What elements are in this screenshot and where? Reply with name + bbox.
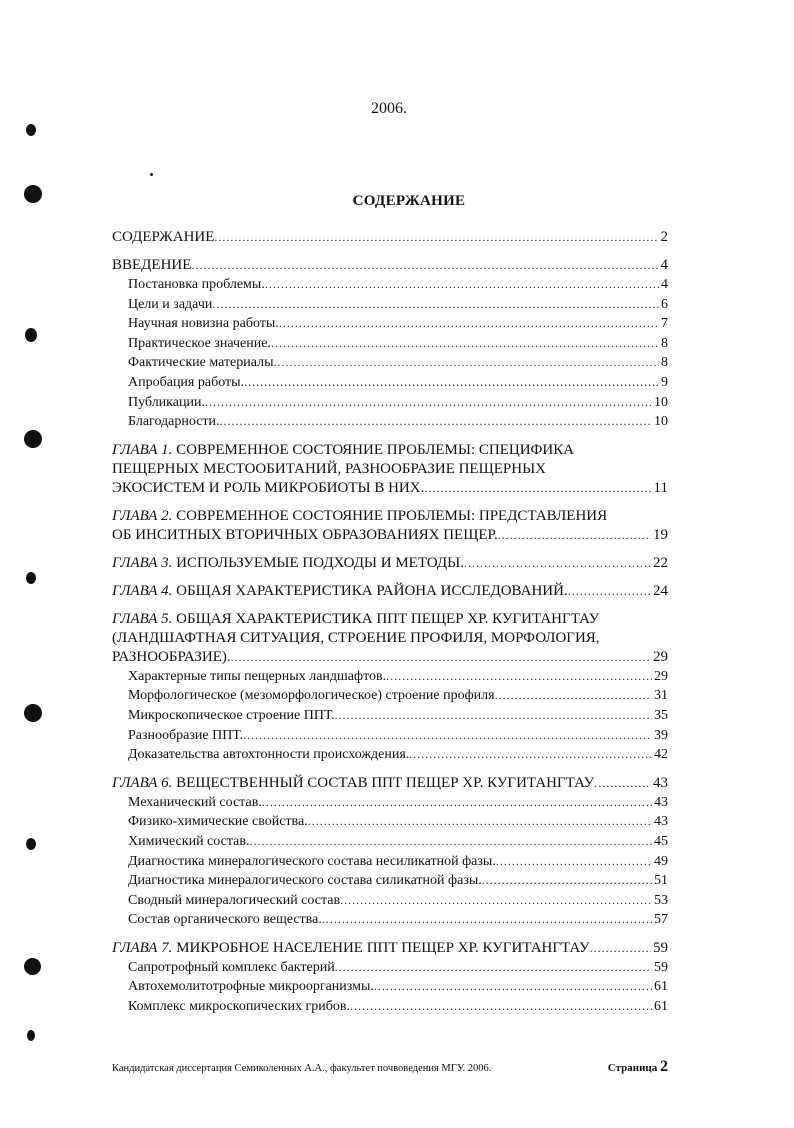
toc-entry-page: 57 bbox=[654, 912, 668, 928]
toc-subentry[interactable] bbox=[112, 353, 668, 373]
leader-dots bbox=[262, 793, 652, 812]
toc-entry-page: 2 bbox=[660, 229, 668, 245]
page-number-block bbox=[608, 1058, 668, 1076]
toc-entry-page: 8 bbox=[661, 355, 668, 371]
leader-dots bbox=[244, 373, 659, 392]
toc-subentry[interactable] bbox=[112, 852, 668, 872]
chapter-label: ГЛАВА 6. bbox=[112, 774, 173, 791]
toc-entry-page: 29 bbox=[654, 668, 668, 684]
chapter-title-line: ЭКОСИСТЕМ И РОЛЬ МИКРОБИОТЫ В НИХ. bbox=[112, 479, 425, 496]
leader-dots bbox=[590, 939, 651, 958]
binder-hole-mark bbox=[25, 328, 37, 342]
toc-entry-title: Разнообразие ППТ. bbox=[128, 727, 243, 743]
leader-dots bbox=[498, 526, 651, 545]
toc-chapter-1[interactable] bbox=[112, 441, 668, 498]
toc-entry-page: 43 bbox=[653, 774, 668, 791]
toc-entry-title: Автохемолитотрофные микроорганизмы. bbox=[128, 979, 374, 995]
chapter-title-line: (ЛАНДШАФТНАЯ СИТУАЦИЯ, СТРОЕНИЕ ПРОФИЛЯ, МОРФОЛОГИЯ, bbox=[112, 629, 600, 646]
leader-dots bbox=[386, 667, 652, 686]
chapter-label: ГЛАВА 7. bbox=[112, 939, 173, 956]
chapter-label: ГЛАВА 5. bbox=[112, 610, 173, 627]
toc-entry-page: 43 bbox=[654, 814, 668, 830]
chapter-title-line: МИКРОБНОЕ НАСЕЛЕНИЕ ППТ ПЕЩЕР ХР. КУГИТАНГТАУ bbox=[176, 939, 590, 956]
leader-dots bbox=[274, 353, 660, 372]
chapter-title-line: ПЕЩЕРНЫХ МЕСТООБИТАНИЙ, РАЗНООБРАЗИЕ ПЕЩЕРНЫХ bbox=[112, 460, 546, 477]
toc-subentry[interactable] bbox=[112, 667, 668, 687]
toc-entry-page: 19 bbox=[653, 526, 668, 543]
toc-entry-page: 59 bbox=[654, 959, 668, 975]
chapter-title-line: РАЗНООБРАЗИЕ). bbox=[112, 648, 231, 665]
leader-dots bbox=[212, 295, 659, 314]
toc-entry-title: Диагностика минералогического состава несиликатной фазы. bbox=[128, 853, 496, 869]
table-of-contents bbox=[112, 228, 668, 1017]
toc-subentry[interactable] bbox=[112, 958, 668, 978]
toc-subentry[interactable] bbox=[112, 812, 668, 832]
toc-entry-title: Научная новизна работы. bbox=[128, 316, 279, 332]
toc-subentry[interactable] bbox=[112, 977, 668, 997]
toc-entry-page: 22 bbox=[653, 554, 668, 571]
binder-hole-mark bbox=[24, 958, 41, 975]
toc-entry-page: 11 bbox=[653, 479, 668, 496]
binder-hole-mark bbox=[26, 838, 36, 850]
toc-chapter-2[interactable] bbox=[112, 507, 668, 545]
page-number: 2 bbox=[660, 1058, 668, 1075]
leader-dots bbox=[594, 774, 651, 793]
toc-subentry[interactable] bbox=[112, 295, 668, 315]
toc-entry-title: Постановка проблемы. bbox=[128, 277, 265, 292]
leader-dots bbox=[322, 910, 652, 929]
toc-entry-title: Физико-химические свойства. bbox=[128, 814, 308, 830]
leader-dots bbox=[424, 479, 651, 498]
toc-chapter-4[interactable] bbox=[112, 582, 668, 601]
toc-entry-title: Фактические материалы bbox=[128, 355, 274, 371]
toc-entry-title: Микроскопическое строение ППТ. bbox=[128, 707, 335, 723]
toc-entry-title: Практическое значение. bbox=[128, 335, 271, 351]
toc-chapter-6[interactable] bbox=[112, 774, 668, 793]
leader-dots bbox=[220, 412, 652, 431]
toc-entry-page: 61 bbox=[654, 979, 668, 995]
toc-chapter-3[interactable] bbox=[112, 554, 668, 573]
leader-dots bbox=[335, 958, 652, 977]
toc-subentry[interactable] bbox=[112, 412, 668, 432]
toc-entry-page: 8 bbox=[661, 335, 668, 351]
toc-entry-title: ВВЕДЕНИЕ bbox=[112, 257, 192, 273]
toc-entry-page: 31 bbox=[654, 688, 668, 704]
leader-dots bbox=[568, 582, 651, 601]
leader-dots bbox=[496, 852, 652, 871]
leader-dots bbox=[249, 832, 652, 851]
footer-citation: Кандидатская диссертация Семиколенных А.А., факультет почвоведения МГУ. 2006. bbox=[112, 1063, 492, 1074]
binder-hole-mark bbox=[24, 430, 42, 448]
toc-subentry[interactable] bbox=[112, 686, 668, 706]
leader-dots bbox=[271, 334, 659, 353]
binder-hole-mark bbox=[27, 1030, 35, 1041]
leader-dots bbox=[279, 314, 659, 333]
page-label: Страница bbox=[607, 1062, 658, 1074]
toc-subentry[interactable] bbox=[112, 793, 668, 813]
toc-entry-title: Публикации. bbox=[128, 394, 205, 410]
toc-entry-title: СОДЕРЖАНИЕ bbox=[112, 229, 215, 245]
toc-entry-page: 42 bbox=[654, 747, 668, 763]
year-header: 2006. bbox=[371, 100, 407, 117]
chapter-label: ГЛАВА 4. bbox=[112, 582, 173, 599]
toc-entry-page: 4 bbox=[660, 257, 668, 273]
toc-entry-page: 39 bbox=[654, 727, 668, 743]
toc-subentry[interactable] bbox=[112, 997, 668, 1017]
binder-hole-mark bbox=[26, 124, 36, 136]
leader-dots bbox=[308, 812, 652, 831]
toc-entry-page: 10 bbox=[654, 414, 668, 430]
leader-dots bbox=[214, 228, 658, 247]
toc-subentry[interactable] bbox=[112, 726, 668, 746]
leader-dots bbox=[265, 275, 659, 294]
page-title: СОДЕРЖАНИЕ bbox=[352, 193, 466, 209]
toc-subentry[interactable] bbox=[112, 891, 668, 911]
toc-subentry[interactable] bbox=[112, 745, 668, 765]
toc-entry-page: 29 bbox=[653, 648, 668, 665]
toc-chapter-5[interactable] bbox=[112, 610, 668, 667]
toc-entry-page: 24 bbox=[653, 582, 668, 599]
chapter-label: ГЛАВА 1. bbox=[112, 441, 173, 458]
toc-entry-page: 35 bbox=[654, 707, 668, 723]
toc-entry-page: 51 bbox=[654, 873, 668, 889]
toc-entry[interactable] bbox=[112, 228, 668, 247]
chapter-title-line: СОВРЕМЕННОЕ СОСТОЯНИЕ ПРОБЛЕМЫ: СПЕЦИФИКА bbox=[176, 441, 575, 458]
toc-subentry[interactable] bbox=[112, 314, 668, 334]
toc-subentry[interactable] bbox=[112, 334, 668, 354]
leader-dots bbox=[374, 977, 652, 996]
toc-subentry[interactable] bbox=[112, 910, 668, 930]
toc-entry-page: 43 bbox=[654, 794, 668, 810]
toc-entry-title: Характерные типы пещерных ландшафтов. bbox=[128, 668, 387, 684]
toc-entry-title: Диагностика минералогического состава силикатной фазы. bbox=[128, 873, 482, 889]
chapter-label: ГЛАВА 2. bbox=[112, 507, 173, 524]
toc-subentry[interactable] bbox=[112, 373, 668, 393]
chapter-label: ГЛАВА 3. bbox=[112, 554, 173, 571]
chapter-title-line: ОБ ИНСИТНЫХ ВТОРИЧНЫХ ОБРАЗОВАНИЯХ ПЕЩЕР. bbox=[112, 526, 498, 543]
scan-speck bbox=[150, 173, 153, 176]
toc-entry-page: 10 bbox=[654, 394, 668, 410]
leader-dots bbox=[409, 745, 652, 764]
toc-entry-title: Морфологическое (мезоморфологическое) строение профиля bbox=[128, 688, 495, 704]
toc-entry-title: Благодарности. bbox=[128, 414, 220, 430]
toc-entry-page: 61 bbox=[654, 999, 668, 1015]
chapter-title-line: ИСПОЛЬЗУЕМЫЕ ПОДХОДЫ И МЕТОДЫ. bbox=[176, 554, 464, 571]
leader-dots bbox=[205, 393, 652, 412]
toc-entry-title: Сапротрофный комплекс бактерий bbox=[128, 959, 335, 975]
page-footer bbox=[112, 1058, 668, 1076]
toc-entry-title: Состав органического вещества. bbox=[128, 912, 322, 928]
chapter-title-line: СОВРЕМЕННОЕ СОСТОЯНИЕ ПРОБЛЕМЫ: ПРЕДСТАВЛЕНИЯ bbox=[176, 507, 608, 524]
binder-hole-mark bbox=[26, 572, 36, 584]
toc-entry-title: Цели и задачи bbox=[128, 296, 213, 312]
toc-entry-page: 53 bbox=[654, 892, 668, 908]
toc-entry-page: 4 bbox=[661, 277, 668, 292]
leader-dots bbox=[350, 997, 652, 1016]
leader-dots bbox=[340, 891, 652, 910]
toc-entry-title: Механический состав. bbox=[128, 794, 262, 810]
chapter-title-line: ОБЩАЯ ХАРАКТЕРИСТИКА ППТ ПЕЩЕР ХР. КУГИТАНГТАУ bbox=[176, 610, 600, 627]
leader-dots bbox=[231, 648, 651, 667]
leader-dots bbox=[482, 871, 652, 890]
toc-entry-page: 7 bbox=[661, 316, 668, 332]
toc-entry-page: 49 bbox=[654, 853, 668, 869]
toc-entry-title: Сводный минералогический состав bbox=[128, 892, 341, 908]
toc-subentry[interactable] bbox=[112, 393, 668, 413]
toc-entry-page: 59 bbox=[653, 939, 668, 956]
toc-entry-title: Апробация работы. bbox=[128, 374, 245, 390]
toc-entry-page: 6 bbox=[661, 296, 668, 312]
leader-dots bbox=[495, 686, 652, 705]
toc-entry-title: Комплекс микроскопических грибов. bbox=[128, 999, 350, 1015]
toc-subentry[interactable] bbox=[112, 871, 668, 891]
binder-hole-mark bbox=[24, 704, 42, 722]
toc-entry-page: 9 bbox=[661, 374, 668, 390]
leader-dots bbox=[464, 554, 651, 573]
chapter-title-line: ОБЩАЯ ХАРАКТЕРИСТИКА РАЙОНА ИССЛЕДОВАНИЙ. bbox=[176, 582, 568, 599]
toc-subentry[interactable] bbox=[112, 706, 668, 726]
toc-subentry[interactable] bbox=[112, 832, 668, 852]
toc-entry-title: Доказательства автохтонности происхождения. bbox=[128, 747, 410, 763]
leader-dots bbox=[191, 256, 658, 275]
toc-chapter-7[interactable] bbox=[112, 939, 668, 958]
leader-dots bbox=[335, 706, 652, 725]
chapter-title-line: ВЕЩЕСТВЕННЫЙ СОСТАВ ППТ ПЕЩЕР ХР. КУГИТАНГТАУ bbox=[176, 774, 595, 791]
toc-entry-page: 45 bbox=[654, 833, 668, 849]
leader-dots bbox=[243, 726, 652, 745]
toc-subentry[interactable] bbox=[112, 275, 668, 295]
toc-entry-title: Химический состав. bbox=[128, 833, 250, 849]
toc-entry[interactable] bbox=[112, 256, 668, 275]
